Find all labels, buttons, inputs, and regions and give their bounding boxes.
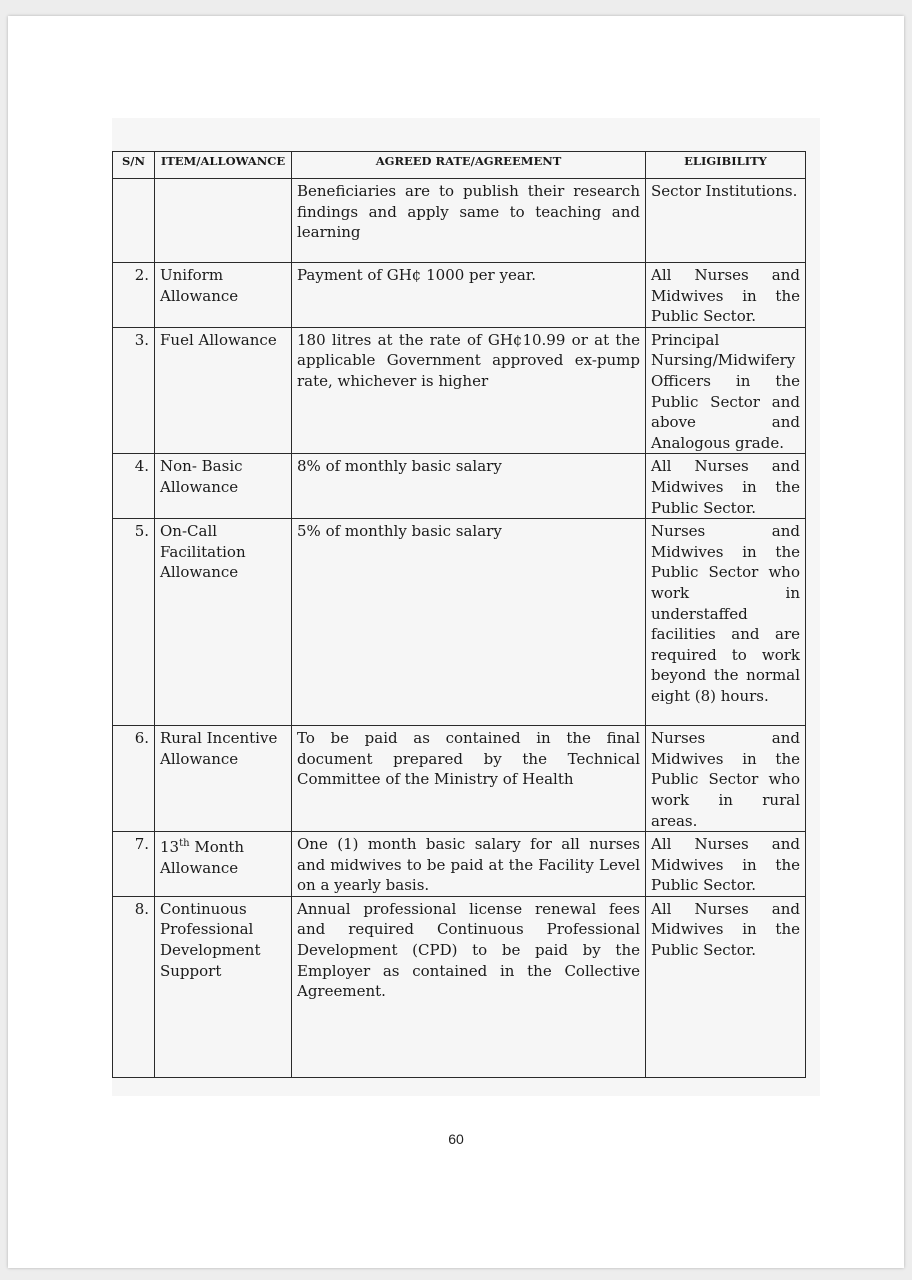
row-eligibility: Nurses and Midwives in the Public Sector who work in rural areas. [646, 726, 806, 832]
row-eligibility: All Nurses and Midwives in the Public Sector. [646, 832, 806, 897]
header-agreed-rate: AGREED RATE/AGREEMENT [292, 152, 646, 179]
item-label: Month Allowance [160, 838, 245, 877]
row-rate: Annual professional license renewal fees and required Continuous Professional Development (CPD) to be paid by the Employer as contained in the Collective Agreement. [292, 896, 646, 1077]
row-rate: 8% of monthly basic salary [292, 454, 646, 519]
row-sn: 8. [113, 896, 155, 1077]
row-eligibility: All Nurses and Midwives in the Public Sector. [646, 454, 806, 519]
row-sn: 3. [113, 327, 155, 454]
row-rate: 5% of monthly basic salary [292, 519, 646, 726]
row-sn: 5. [113, 519, 155, 726]
row-eligibility: Nurses and Midwives in the Public Sector who work in understaffed facilities and are required to work beyond the normal eight (8) hours. [646, 519, 806, 726]
item-ordinal: 13 [160, 838, 180, 857]
table-header-row [113, 152, 806, 179]
table-row [113, 896, 806, 1077]
row-item: Fuel Allowance [155, 327, 292, 454]
row-sn [113, 179, 155, 263]
table-row [113, 263, 806, 328]
row-item [155, 832, 292, 897]
row-item: Uniform Allowance [155, 263, 292, 328]
row-item: Continuous Professional Development Support [155, 896, 292, 1077]
header-eligibility: ELIGIBILITY [646, 152, 806, 179]
table-row [113, 327, 806, 454]
row-eligibility: Principal Nursing/Midwifery Officers in the Public Sector and above and Analogous grade. [646, 327, 806, 454]
row-item: Rural Incentive Allowance [155, 726, 292, 832]
table-row [113, 519, 806, 726]
row-sn: 4. [113, 454, 155, 519]
row-item: On-Call Facilitation Allowance [155, 519, 292, 726]
row-eligibility: All Nurses and Midwives in the Public Sector. [646, 896, 806, 1077]
row-item [155, 179, 292, 263]
row-rate: 180 litres at the rate of GH¢10.99 or at the applicable Government approved ex-pump rate, whichever is higher [292, 327, 646, 454]
table-row [113, 832, 806, 897]
header-item-allowance: ITEM/ALLOWANCE [155, 152, 292, 179]
row-rate: Beneficiaries are to publish their research findings and apply same to teaching and learning [292, 179, 646, 263]
page-number: 60 [448, 1131, 464, 1147]
row-rate: Payment of GH¢ 1000 per year. [292, 263, 646, 328]
row-sn: 2. [113, 263, 155, 328]
table-row [113, 454, 806, 519]
allowances-table [112, 151, 806, 1078]
row-sn: 6. [113, 726, 155, 832]
header-sn: S/N [113, 152, 155, 179]
row-eligibility: All Nurses and Midwives in the Public Sector. [646, 263, 806, 328]
item-ordinal-suffix: th [179, 838, 190, 850]
row-sn: 7. [113, 832, 155, 897]
row-rate: One (1) month basic salary for all nurses and midwives to be paid at the Facility Level on a yearly basis. [292, 832, 646, 897]
row-rate: To be paid as contained in the final document prepared by the Technical Committee of the Ministry of Health [292, 726, 646, 832]
row-eligibility: Sector Institutions. [646, 179, 806, 263]
row-item: Non- Basic Allowance [155, 454, 292, 519]
table-row [113, 726, 806, 832]
table-row [113, 179, 806, 263]
